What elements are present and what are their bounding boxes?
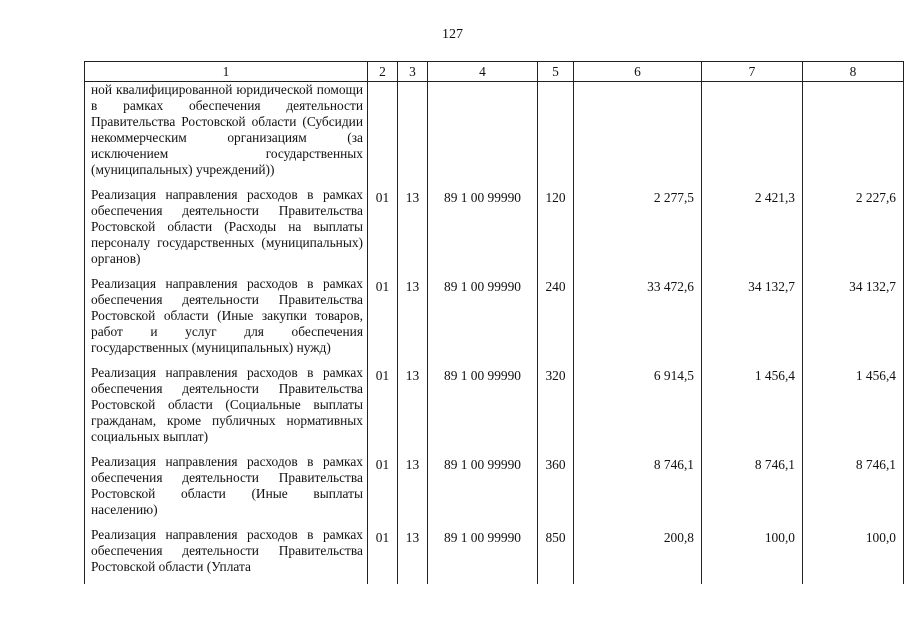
header-row <box>85 62 904 82</box>
row-amount-col7: 2 421,3 <box>702 187 803 276</box>
row-description: Реализация направления расходов в рамках обеспечения деятельности Правительства Ростовской области (Иные выплаты населению) <box>85 454 368 527</box>
table-header <box>85 62 904 82</box>
header-col-2: 2 <box>368 62 398 82</box>
row-amount-col7: 1 456,4 <box>702 365 803 454</box>
table-row <box>85 187 904 276</box>
row-amount-col6: 8 746,1 <box>574 454 702 527</box>
row-expense-type: 240 <box>538 276 574 365</box>
row-target-article: 89 1 00 99990 <box>428 454 538 527</box>
header-col-4: 4 <box>428 62 538 82</box>
row-amount-col7: 100,0 <box>702 527 803 584</box>
table-row <box>85 365 904 454</box>
row-target-article <box>428 82 538 188</box>
row-description: Реализация направления расходов в рамках обеспечения деятельности Правительства Ростовской области (Уплата <box>85 527 368 584</box>
row-target-article: 89 1 00 99990 <box>428 187 538 276</box>
row-subsection: 13 <box>398 527 428 584</box>
row-amount-col8: 1 456,4 <box>803 365 904 454</box>
row-target-article: 89 1 00 99990 <box>428 365 538 454</box>
row-amount-col8: 34 132,7 <box>803 276 904 365</box>
header-col-6: 6 <box>574 62 702 82</box>
row-expense-type: 360 <box>538 454 574 527</box>
row-description: Реализация направления расходов в рамках обеспечения деятельности Правительства Ростовской области (Иные закупки товаров, работ и услуг для обеспечения государственных (муниципальных) нужд) <box>85 276 368 365</box>
row-subsection: 13 <box>398 187 428 276</box>
row-amount-col7: 34 132,7 <box>702 276 803 365</box>
row-amount-col8: 8 746,1 <box>803 454 904 527</box>
row-amount-col6: 200,8 <box>574 527 702 584</box>
row-amount-col8: 2 227,6 <box>803 187 904 276</box>
header-col-7: 7 <box>702 62 803 82</box>
row-amount-col6: 33 472,6 <box>574 276 702 365</box>
table-row <box>85 82 904 188</box>
row-target-article: 89 1 00 99990 <box>428 276 538 365</box>
row-description: Реализация направления расходов в рамках обеспечения деятельности Правительства Ростовской области (Социальные выплаты гражданам, кроме публичных нормативных социальных выплат) <box>85 365 368 454</box>
row-subsection: 13 <box>398 365 428 454</box>
budget-table <box>84 61 904 584</box>
row-expense-type: 850 <box>538 527 574 584</box>
row-expense-type <box>538 82 574 188</box>
header-col-5: 5 <box>538 62 574 82</box>
header-col-8: 8 <box>803 62 904 82</box>
row-subsection: 13 <box>398 276 428 365</box>
table-body <box>85 82 904 585</box>
table-row <box>85 276 904 365</box>
row-description: Реализация направления расходов в рамках обеспечения деятельности Правительства Ростовской области (Расходы на выплаты персоналу государственных (муниципальных) органов) <box>85 187 368 276</box>
row-target-article: 89 1 00 99990 <box>428 527 538 584</box>
row-amount-col6 <box>574 82 702 188</box>
header-col-1: 1 <box>85 62 368 82</box>
row-amount-col7: 8 746,1 <box>702 454 803 527</box>
row-amount-col6: 2 277,5 <box>574 187 702 276</box>
header-col-3: 3 <box>398 62 428 82</box>
row-amount-col7 <box>702 82 803 188</box>
row-section: 01 <box>368 454 398 527</box>
row-section: 01 <box>368 527 398 584</box>
table-row <box>85 454 904 527</box>
row-amount-col8 <box>803 82 904 188</box>
row-amount-col6: 6 914,5 <box>574 365 702 454</box>
row-expense-type: 320 <box>538 365 574 454</box>
row-section <box>368 82 398 188</box>
row-section: 01 <box>368 276 398 365</box>
row-expense-type: 120 <box>538 187 574 276</box>
table-row <box>85 527 904 584</box>
row-section: 01 <box>368 187 398 276</box>
row-amount-col8: 100,0 <box>803 527 904 584</box>
row-subsection: 13 <box>398 454 428 527</box>
page-number: 127 <box>442 27 463 42</box>
row-description: ной квалифицированной юридической помощи в рамках обеспечения деятельности Правительства Ростовской области (Субсидии некоммерческим организациям (за исключением государственных (муниципальных) учреждений)) <box>85 82 368 188</box>
row-subsection <box>398 82 428 188</box>
row-section: 01 <box>368 365 398 454</box>
